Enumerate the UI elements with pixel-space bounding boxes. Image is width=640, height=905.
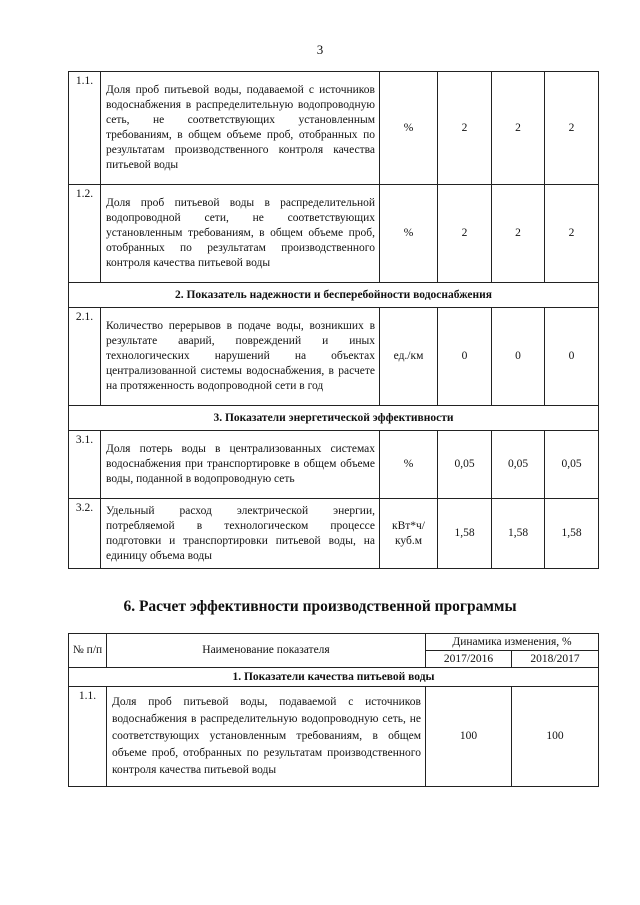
unit-cell: %	[380, 185, 438, 283]
value-cell: 0,05	[492, 431, 545, 499]
header-row	[69, 634, 599, 651]
value-cell: 0,05	[545, 431, 599, 499]
value-cell: 0	[492, 308, 545, 406]
indicator-name: Доля проб питьевой воды в распределительной водопроводной сети, не соответствующих установленным требованиям, в общем объеме проб, отобранных по результатам производственного контроля качества питьевой воды	[101, 185, 380, 283]
table-row	[69, 499, 599, 569]
section-row	[69, 283, 599, 308]
indicator-name: Удельный расход электрической энергии, потребляемой в технологическом процессе подготовки и транспортировки питьевой воды, на единицу объема воды	[101, 499, 380, 569]
indicator-name: Количество перерывов в подаче воды, возникших в результате аварий, повреждений и иных технологических нарушений на объектах централизованной системы водоснабжения, в расчете на протяженность водопроводной сети в год	[101, 308, 380, 406]
value-cell: 2	[492, 185, 545, 283]
value-cell: 100	[512, 687, 599, 787]
header-year: 2017/2016	[426, 651, 512, 668]
row-number: 1.1.	[69, 72, 101, 185]
table-row	[69, 72, 599, 185]
value-cell: 2	[545, 72, 599, 185]
section-title: 2. Показатель надежности и бесперебойности водоснабжения	[69, 283, 599, 308]
unit-cell: %	[380, 72, 438, 185]
section-row	[69, 406, 599, 431]
table-row	[69, 308, 599, 406]
value-cell: 2	[545, 185, 599, 283]
value-cell: 1,58	[545, 499, 599, 569]
indicator-name: Доля проб питьевой воды, подаваемой с источников водоснабжения в распределительную водопроводную сеть, не соответствующих установленным требованиям, в общем объеме проб, отобранных по результатам производственного контроля качества питьевой воды	[101, 72, 380, 185]
value-cell: 0	[545, 308, 599, 406]
table-row	[69, 431, 599, 499]
header-name: Наименование показателя	[107, 634, 426, 668]
section-heading: 6. Расчет эффективности производственной программы	[123, 598, 517, 615]
header-year: 2018/2017	[512, 651, 599, 668]
table-row	[69, 687, 599, 787]
table-row	[69, 185, 599, 283]
unit-cell: %	[380, 431, 438, 499]
value-cell: 1,58	[438, 499, 492, 569]
page-number: 3	[316, 42, 324, 57]
efficiency-table	[68, 633, 599, 787]
unit-cell: кВт*ч/ куб.м	[380, 499, 438, 569]
row-number: 1.2.	[69, 185, 101, 283]
row-number: 2.1.	[69, 308, 101, 406]
unit-cell: ед./км	[380, 308, 438, 406]
indicator-name: Доля потерь воды в централизованных системах водоснабжения при транспортировке в общем объеме воды, поданной в водопроводную сеть	[101, 431, 380, 499]
value-cell: 0,05	[438, 431, 492, 499]
value-cell: 0	[438, 308, 492, 406]
header-num: № п/п	[69, 634, 107, 668]
indicator-name: Доля проб питьевой воды, подаваемой с источников водоснабжения в распределительную водопроводную сеть, не соответствующих установленным требованиям, в общем объеме проб, отобранных по результатам производственного контроля качества питьевой воды	[107, 687, 426, 787]
value-cell: 100	[426, 687, 512, 787]
indicators-table	[68, 71, 599, 569]
header-dynamic: Динамика изменения, %	[426, 634, 599, 651]
section-title: 3. Показатели энергетической эффективности	[69, 406, 599, 431]
value-cell: 2	[438, 72, 492, 185]
value-cell: 2	[438, 185, 492, 283]
row-number: 3.2.	[69, 499, 101, 569]
value-cell: 1,58	[492, 499, 545, 569]
value-cell: 2	[492, 72, 545, 185]
row-number: 1.1.	[69, 687, 107, 787]
row-number: 3.1.	[69, 431, 101, 499]
section-row	[69, 668, 599, 687]
section-title: 1. Показатели качества питьевой воды	[69, 668, 599, 687]
